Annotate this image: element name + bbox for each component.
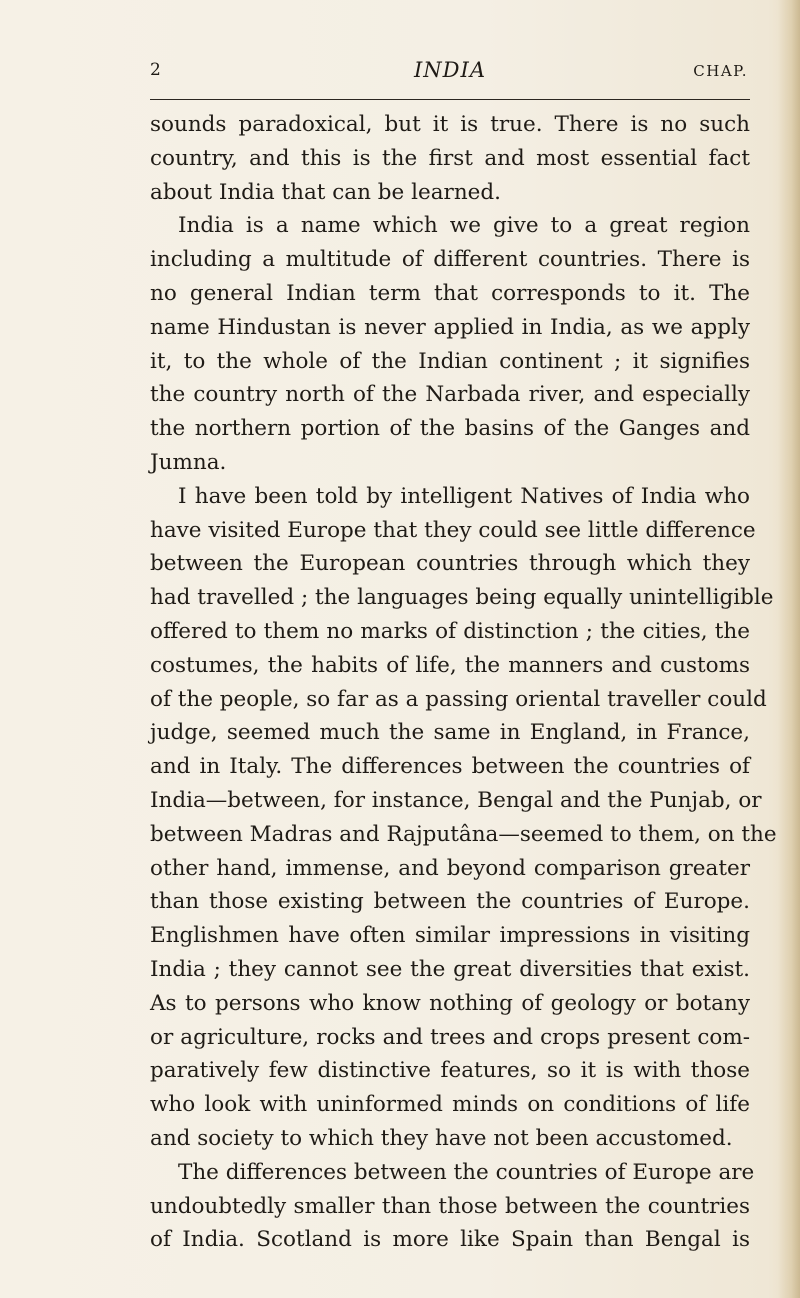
text-line: about India that can be learned. bbox=[150, 179, 501, 205]
text-line: or agriculture, rocks and trees and crops present com- bbox=[150, 1024, 750, 1050]
text-line: country, and this is the first and most essential fact bbox=[150, 145, 750, 171]
text-line: undoubtedly smaller than those between the countries bbox=[150, 1193, 750, 1219]
text-line: it, to the whole of the Indian continent ; it signifies bbox=[150, 348, 750, 374]
text-line: between the European countries through which they bbox=[150, 551, 750, 577]
text-line: India—between, for instance, Bengal and the Punjab, or bbox=[150, 787, 762, 813]
text-line: The differences between the countries of Europe are bbox=[178, 1159, 755, 1185]
header-rule bbox=[150, 99, 750, 100]
text-line: Englishmen have often similar impressions in visiting bbox=[150, 923, 750, 949]
text-line: of India. Scotland is more like Spain than Bengal is bbox=[150, 1227, 750, 1253]
text-line: India is a name which we give to a great region bbox=[178, 213, 750, 239]
body-text bbox=[150, 108, 777, 1257]
running-head bbox=[150, 58, 750, 88]
text-line: than those existing between the countries of Europe. bbox=[150, 889, 750, 915]
text-line: had travelled ; the languages being equally unintelligible bbox=[150, 585, 774, 611]
text-line: the northern portion of the basins of the Ganges and bbox=[150, 416, 750, 442]
text-line: who look with uninformed minds on conditions of life bbox=[150, 1092, 750, 1118]
text-line: costumes, the habits of life, the manners and customs bbox=[150, 652, 750, 678]
text-line: India ; they cannot see the great diversities that exist. bbox=[150, 956, 750, 982]
text-line: offered to them no marks of distinction ; the cities, the bbox=[150, 618, 750, 644]
text-line: name Hindustan is never applied in India, as we apply bbox=[150, 314, 750, 340]
text-line: no general Indian term that corresponds to it. The bbox=[150, 280, 750, 306]
text-line: I have been told by intelligent Natives of India who bbox=[178, 483, 750, 509]
text-line: As to persons who know nothing of geology or botany bbox=[150, 990, 750, 1016]
text-line: including a multitude of different countries. There is bbox=[150, 247, 750, 273]
page-edge-shadow bbox=[778, 0, 800, 1298]
text-line: the country north of the Narbada river, and especially bbox=[150, 382, 750, 408]
text-line: Jumna. bbox=[150, 449, 227, 475]
chapter-label: CHAP. bbox=[693, 62, 748, 80]
page-number: 2 bbox=[150, 60, 161, 80]
text-line: have visited Europe that they could see little difference bbox=[150, 517, 756, 543]
text-line: paratively few distinctive features, so it is with those bbox=[150, 1058, 750, 1084]
text-line: between Madras and Rajputâna—seemed to them, on the bbox=[150, 821, 777, 847]
text-line: of the people, so far as a passing oriental traveller could bbox=[150, 686, 767, 712]
text-line: judge, seemed much the same in England, in France, bbox=[150, 720, 750, 746]
running-title: INDIA bbox=[414, 58, 486, 82]
text-line: sounds paradoxical, but it is true. There is no such bbox=[150, 112, 750, 137]
text-line: other hand, immense, and beyond comparison greater bbox=[150, 855, 750, 881]
text-line: and society to which they have not been accustomed. bbox=[150, 1125, 733, 1151]
text-line: and in Italy. The differences between the countries of bbox=[150, 754, 750, 780]
